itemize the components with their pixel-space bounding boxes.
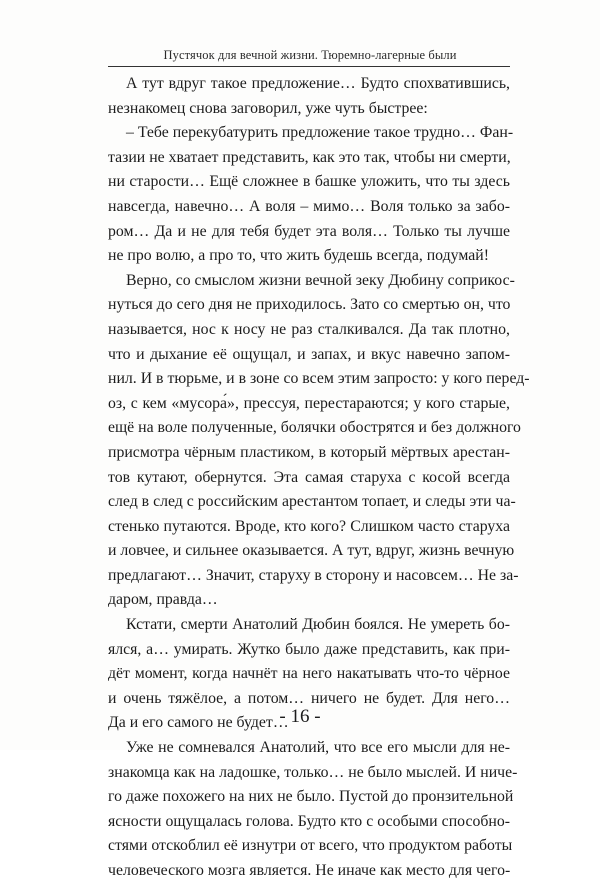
text-line: ром… Да и не для тебя будет эта воля… Только ты лучше	[108, 222, 510, 240]
text-line: Кстати, смерти Анатолий Дюбин боялся. Не умереть бо-	[126, 616, 510, 634]
text-line: что и дыхание её ощущал, и запах, и вкус навечно запом-	[108, 345, 510, 363]
text-line: присмотра чёрным пластиком, в который мёртвых арестан-	[108, 443, 510, 461]
text-line: А тут вдруг такое предложение… Будто спохватившись,	[126, 75, 510, 92]
text-line: незнакомец снова заговорил, уже чуть быстрее:	[108, 99, 428, 117]
text-line: ни старости… Ещё сложнее в башке уложить, что ты здесь	[108, 173, 510, 191]
text-line: Да и его самого не будет…	[108, 714, 289, 732]
text-line: стями отскоблил её изнутри от всего, что продуктом работы	[108, 837, 513, 855]
text-line: человеческого мозга является. Не иначе как место для чего-	[108, 862, 511, 879]
text-line: тов кутают, обернутся. Эта самая старуха с косой всегда	[108, 468, 510, 486]
text-line: след в след с российским арестантом топает, и следы эти ча-	[108, 493, 516, 511]
header-rule	[108, 66, 510, 67]
text-line: ясности ощущалась голова. Будто кто с особыми способно-	[108, 812, 510, 830]
text-line: нуться до сего дня не приходилось. Зато со смертью он, что	[108, 296, 511, 314]
text-line: Верно, со смыслом жизни вечной зеку Дюбину соприкос-	[126, 271, 515, 289]
body-text	[108, 72, 530, 884]
text-line: дёт момент, когда начнёт на него накатывать что-то чёрное	[108, 665, 510, 683]
text-line: и очень тяжёлое, а потом… ничего не будет. Для него…	[108, 689, 510, 707]
text-line: Уже не сомневался Анатолий, что все его мысли для не-	[126, 739, 510, 757]
text-line: нил. И в тюрьме, и в зоне со всем этим запросто: у кого перед-	[108, 370, 530, 388]
text-line: тазии не хватает представить, как это так, чтобы ни смерти,	[108, 148, 511, 166]
paragraph	[108, 72, 510, 121]
text-line: оз, с кем «мусора́», прессуя, перестараются; у кого старые,	[108, 394, 510, 412]
paragraph	[108, 736, 518, 884]
text-line: и ловчее, и сильнее оказывается. А тут, вдруг, жизнь вечную	[108, 542, 515, 560]
paragraph	[108, 121, 514, 269]
text-line: называется, нос к носу не раз сталкивался. Да так плотно,	[108, 320, 510, 338]
text-line: го даже похожего на них не было. Пустой до пронзительной	[108, 788, 514, 806]
text-line: предлагают… Значит, старуху в сторону и насовсем… Не за-	[108, 566, 519, 584]
running-head: Пустячок для вечной жизни. Тюремно-лагерные были	[163, 48, 457, 62]
paragraph	[108, 269, 530, 613]
text-line: навсегда, навечно… А воля – мимо… Воля только за забо-	[108, 197, 510, 215]
text-line: – Тебе перекубатурить предложение такое трудно… Фан-	[126, 124, 514, 142]
text-line: даром, правда…	[108, 591, 218, 609]
text-line: не про волю, а про то, что жить будешь всегда, подумай!	[108, 247, 489, 265]
text-line: знакомца как на ладошке, только… не было мыслей. И ниче-	[108, 763, 518, 781]
text-line: стенько путаются. Вроде, кто кого? Слишком часто старуха	[108, 517, 510, 535]
page-number: - 16 -	[279, 706, 321, 727]
text-line: ялся, а… умирать. Жутко было даже представить, как при-	[108, 640, 510, 658]
text-line: ещё на воле полученные, болячки обострятся и без должного	[108, 419, 521, 437]
